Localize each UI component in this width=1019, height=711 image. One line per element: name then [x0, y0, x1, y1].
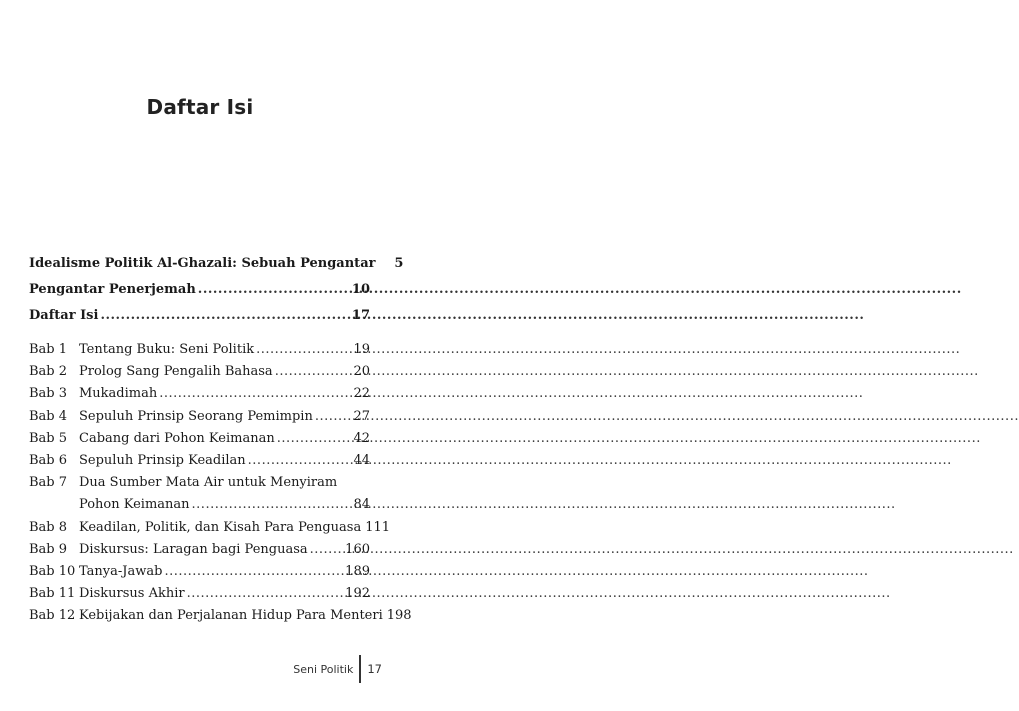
chapter-title: Sepuluh Prinsip Keadilan: [79, 452, 246, 468]
chapter-title: Prolog Sang Pengalih Bahasa: [79, 364, 273, 380]
chapter-row: [29, 583, 370, 605]
front-matter-list: [29, 251, 404, 329]
chapter-row: [29, 539, 370, 561]
chapter-page-number: 189: [345, 563, 370, 579]
dot-leader: [256, 339, 344, 361]
dot-leader: [198, 277, 344, 303]
chapter-label: Bab 5: [29, 430, 68, 446]
toc-row: [29, 277, 370, 303]
chapter-row: [29, 428, 370, 450]
toc-page-number: 5: [394, 256, 404, 271]
dot-leader: [192, 494, 344, 516]
dot-leader: [248, 450, 344, 472]
dot-leader: [310, 539, 344, 561]
chapter-title: Diskursus: Laragan bagi Penguasa: [79, 541, 308, 557]
chapter-list: [29, 339, 412, 627]
toc-row: [29, 303, 370, 329]
chapter-row: [29, 517, 391, 539]
running-footer-title: Seni Politik: [293, 662, 354, 676]
chapter-page-number: 111: [365, 519, 391, 535]
chapter-label: Bab 8: [29, 519, 68, 535]
toc-row: [29, 251, 404, 277]
chapter-page-number: 22: [353, 386, 370, 402]
toc-page-number: 10: [351, 282, 370, 297]
dot-leader: [315, 406, 344, 428]
chapter-label: Bab 4: [29, 408, 68, 424]
chapter-label: Bab 1: [29, 342, 68, 357]
chapter-row: [29, 450, 370, 472]
chapter-title-continued: Pohon Keimanan: [79, 497, 190, 513]
chapter-page-number: 27: [353, 408, 370, 424]
chapter-title: Sepuluh Prinsip Seorang Pemimpin: [79, 408, 313, 424]
chapter-title: Mukadimah: [79, 386, 158, 402]
dot-leader: [275, 361, 344, 383]
dot-leader: [164, 561, 343, 583]
chapter-title: Dua Sumber Mata Air untuk Menyiram: [79, 475, 338, 491]
chapter-title: Tentang Buku: Seni Politik: [79, 342, 255, 357]
chapter-page-number: 19: [353, 342, 370, 357]
toc-entry-title: Idealisme Politik Al-Ghazali: Sebuah Pengantar: [29, 256, 376, 271]
chapter-page-number: 198: [386, 608, 412, 624]
chapter-page-number: 192: [345, 586, 370, 602]
chapter-title: Keadilan, Politik, dan Kisah Para Penguasa: [79, 519, 362, 535]
page-footer: [293, 655, 382, 683]
chapter-label: Bab 10: [29, 563, 76, 579]
chapter-row: [29, 383, 370, 405]
toc-page-number: 17: [351, 308, 370, 323]
chapter-page-number: 84: [353, 497, 370, 513]
chapter-label: Bab 2: [29, 364, 68, 380]
chapter-label: Bab 9: [29, 541, 68, 557]
chapter-label: Bab 11: [29, 586, 76, 602]
dot-leader: [187, 583, 344, 605]
chapter-row: [29, 605, 412, 627]
dot-leader: [277, 428, 344, 450]
chapter-page-number: 42: [353, 430, 370, 446]
chapter-title: Tanya-Jawab: [79, 563, 163, 579]
footer-page-number: 17: [367, 662, 382, 676]
chapter-title: Diskursus Akhir: [79, 586, 185, 602]
chapter-row: [29, 406, 370, 428]
chapter-row: [29, 561, 370, 583]
chapter-row: [29, 361, 370, 383]
chapter-row: [29, 472, 370, 494]
chapter-label: Bab 7: [29, 475, 68, 491]
toc-entry-title: Pengantar Penerjemah: [29, 282, 196, 297]
chapter-page-number: 44: [353, 452, 370, 468]
chapter-page-number: 160: [345, 541, 370, 557]
chapter-row: [29, 339, 370, 361]
chapter-label: Bab 12: [29, 608, 76, 624]
toc-entry-title: Daftar Isi: [29, 308, 99, 323]
dot-leader: [159, 383, 344, 405]
chapter-label: Bab 3: [29, 386, 68, 402]
chapter-label: Bab 6: [29, 452, 68, 468]
dot-leader: [100, 303, 344, 329]
chapter-title: Kebijakan dan Perjalanan Hidup Para Menteri: [79, 608, 383, 624]
chapter-title: Cabang dari Pohon Keimanan: [79, 430, 275, 446]
page-title: Daftar Isi: [146, 95, 254, 119]
chapter-row-continued: [29, 494, 370, 516]
chapter-page-number: 20: [353, 364, 370, 380]
